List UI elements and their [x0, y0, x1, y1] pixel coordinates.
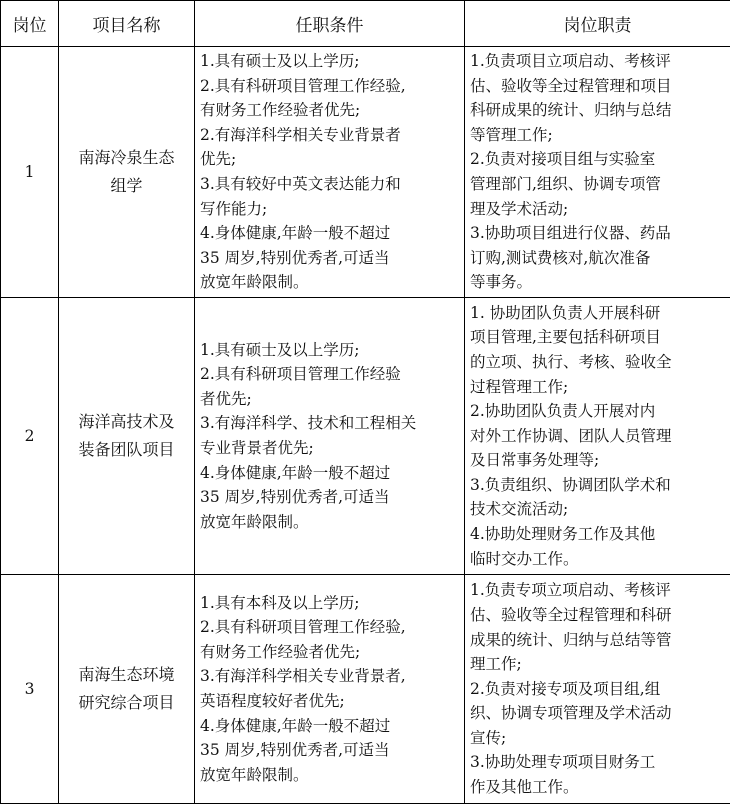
- project-name-line: 南海生态环境: [69, 661, 184, 689]
- duty-line: 等事务。: [470, 270, 726, 295]
- duty-line: 2.负责对接项目组与实验室: [470, 147, 726, 172]
- condition-line: 有财务工作经验者优先;: [200, 640, 460, 665]
- project-name: [59, 47, 195, 298]
- project-name: [59, 298, 195, 575]
- duty-line: 3.协助项目组进行仪器、药品: [470, 221, 726, 246]
- condition-line: 有财务工作经验者优先;: [200, 98, 460, 123]
- condition-line: 4.身体健康,年龄一般不超过: [200, 221, 460, 246]
- table-row: [1, 47, 730, 298]
- duty-line: 2.负责对接专项及项目组,组: [470, 677, 726, 702]
- condition-line: 1.具有硕士及以上学历;: [200, 338, 460, 363]
- header-project-name: 项目名称: [59, 1, 195, 47]
- duties-cell: [465, 298, 730, 575]
- duty-line: 织、协调专项管理及学术活动: [470, 701, 726, 726]
- duty-line: 估、验收等全过程管理和科研: [470, 603, 726, 628]
- condition-line: 4.身体健康,年龄一般不超过: [200, 714, 460, 739]
- duty-line: 理及学术活动;: [470, 197, 726, 222]
- conditions-cell: [195, 47, 465, 298]
- duty-line: 1.负责专项立项启动、考核评: [470, 578, 726, 603]
- duty-line: 及日常事务处理等;: [470, 448, 726, 473]
- duty-line: 管理部门,组织、协调专项管: [470, 172, 726, 197]
- condition-line: 2.具有科研项目管理工作经验,: [200, 74, 460, 99]
- condition-line: 3.有海洋科学、技术和工程相关: [200, 411, 460, 436]
- project-name-line: 海洋高技术及: [69, 408, 184, 436]
- project-name: [59, 575, 195, 804]
- duty-line: 对外工作协调、团队人员管理: [470, 424, 726, 449]
- condition-line: 3.有海洋科学相关专业背景者,: [200, 664, 460, 689]
- condition-line: 2.有海洋科学相关专业背景者: [200, 123, 460, 148]
- duty-line: 成果的统计、归纳与总结等管: [470, 628, 726, 653]
- project-name-line: 组学: [69, 172, 184, 200]
- post-number: 2: [1, 298, 59, 575]
- condition-line: 优先;: [200, 147, 460, 172]
- conditions-cell: [195, 575, 465, 804]
- duties-cell: [465, 575, 730, 804]
- table-header-row: [1, 1, 730, 47]
- duty-line: 1. 协助团队负责人开展科研: [470, 301, 726, 326]
- condition-line: 者优先;: [200, 387, 460, 412]
- duty-line: 2.协助团队负责人开展对内: [470, 399, 726, 424]
- duty-line: 宣传;: [470, 726, 726, 751]
- duty-line: 科研成果的统计、归纳与总结: [470, 98, 726, 123]
- duty-line: 作及其他工作。: [470, 775, 726, 800]
- project-name-line: 装备团队项目: [69, 436, 184, 464]
- condition-line: 4.身体健康,年龄一般不超过: [200, 461, 460, 486]
- condition-line: 35 周岁,特别优秀者,可适当: [200, 738, 460, 763]
- condition-line: 35 周岁,特别优秀者,可适当: [200, 485, 460, 510]
- table-row: [1, 298, 730, 575]
- duty-line: 估、验收等全过程管理和项目: [470, 74, 726, 99]
- condition-line: 35 周岁,特别优秀者,可适当: [200, 246, 460, 271]
- table-row: [1, 575, 730, 804]
- duty-line: 理工作;: [470, 652, 726, 677]
- post-number: 1: [1, 47, 59, 298]
- duty-line: 1.负责项目立项启动、考核评: [470, 49, 726, 74]
- condition-line: 2.具有科研项目管理工作经验: [200, 362, 460, 387]
- project-name-line: 研究综合项目: [69, 689, 184, 717]
- condition-line: 2.具有科研项目管理工作经验,: [200, 615, 460, 640]
- duties-cell: [465, 47, 730, 298]
- header-conditions: 任职条件: [195, 1, 465, 47]
- conditions-cell: [195, 298, 465, 575]
- duty-line: 3.协助处理专项项目财务工: [470, 750, 726, 775]
- condition-line: 放宽年龄限制。: [200, 510, 460, 535]
- duty-line: 的立项、执行、考核、验收全: [470, 350, 726, 375]
- duty-line: 临时交办工作。: [470, 547, 726, 572]
- post-number: 3: [1, 575, 59, 804]
- condition-line: 放宽年龄限制。: [200, 763, 460, 788]
- duty-line: 技术交流活动;: [470, 497, 726, 522]
- duty-line: 4.协助处理财务工作及其他: [470, 522, 726, 547]
- duty-line: 项目管理,主要包括科研项目: [470, 325, 726, 350]
- duty-line: 订购,测试费核对,航次准备: [470, 246, 726, 271]
- header-duties: 岗位职责: [465, 1, 730, 47]
- condition-line: 放宽年龄限制。: [200, 270, 460, 295]
- condition-line: 专业背景者优先;: [200, 436, 460, 461]
- header-post: 岗位: [1, 1, 59, 47]
- condition-line: 写作能力;: [200, 197, 460, 222]
- condition-line: 英语程度较好者优先;: [200, 689, 460, 714]
- duty-line: 3.负责组织、协调团队学术和: [470, 473, 726, 498]
- duty-line: 等管理工作;: [470, 123, 726, 148]
- duty-line: 过程管理工作;: [470, 375, 726, 400]
- condition-line: 3.具有较好中英文表达能力和: [200, 172, 460, 197]
- condition-line: 1.具有硕士及以上学历;: [200, 49, 460, 74]
- project-name-line: 南海冷泉生态: [69, 144, 184, 172]
- condition-line: 1.具有本科及以上学历;: [200, 591, 460, 616]
